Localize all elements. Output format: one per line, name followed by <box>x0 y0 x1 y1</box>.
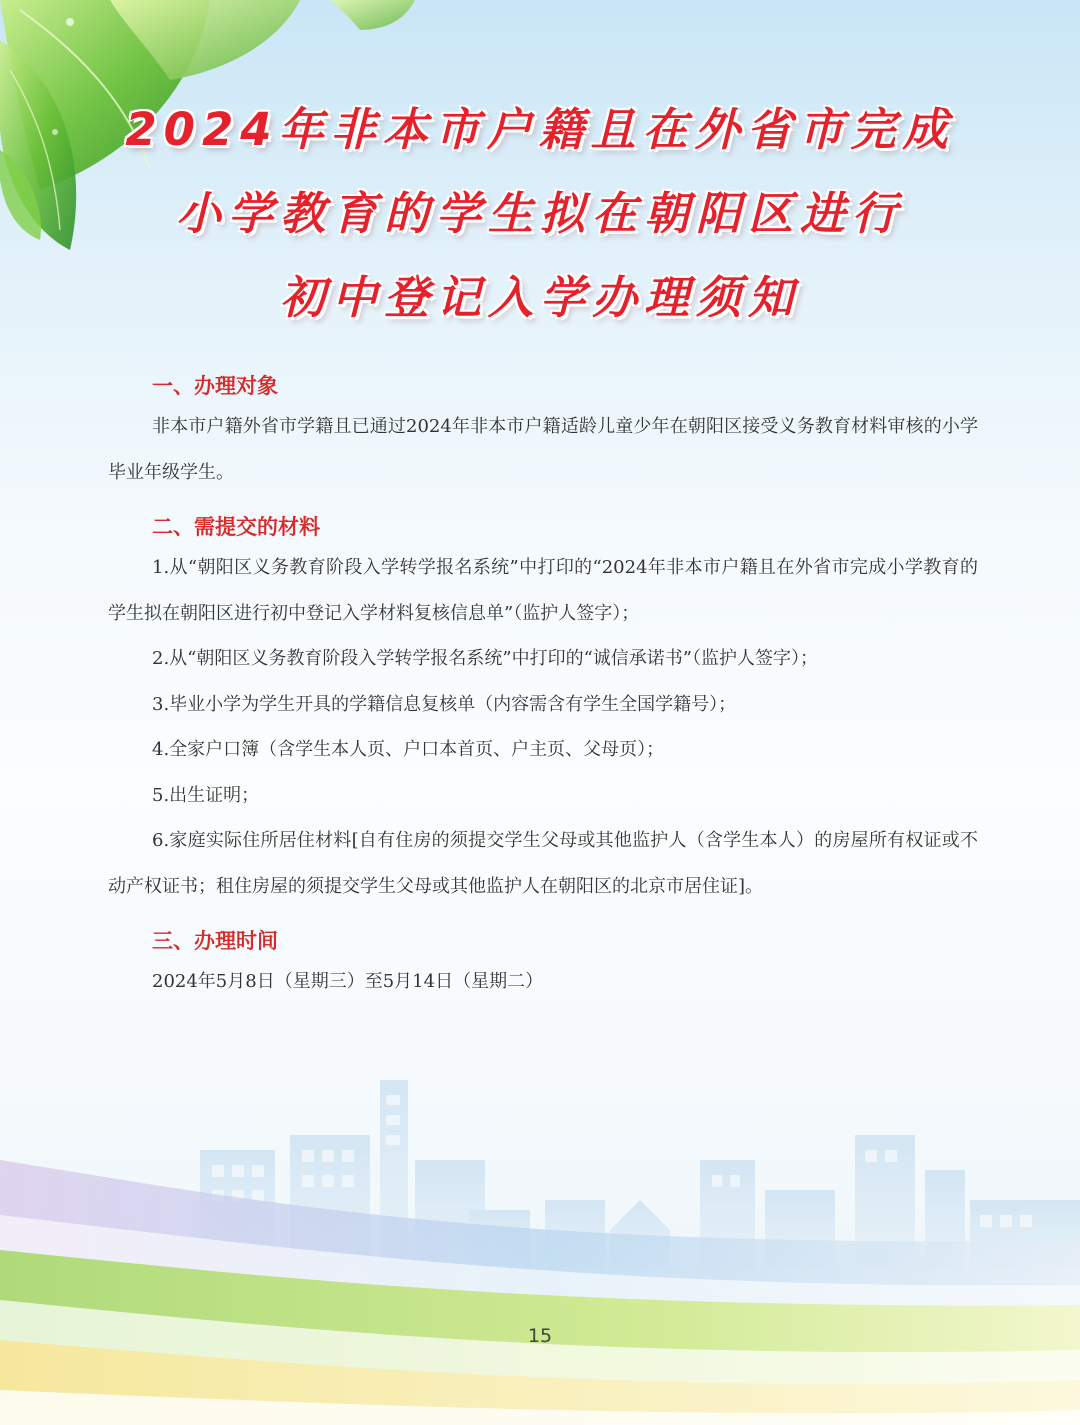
time-range: 2024年5月8日（星期三）至5月14日（星期二） <box>152 971 544 992</box>
notice-body <box>108 368 978 1005</box>
wave-decoration <box>0 1160 1080 1425</box>
paragraph: 非本市户籍外省市学籍且已通过2024年非本市户籍适龄儿童少年在朝阳区接受义务教育材料审核的小学毕业年级学生。 <box>108 416 978 483</box>
title-line-2: 小学教育的学生拟在朝阳区进行 <box>175 187 904 240</box>
section-materials <box>108 509 978 909</box>
section-heading-time: 三、办理时间 <box>152 929 278 953</box>
material-item-5: 5.出生证明； <box>152 784 260 806</box>
material-item-3: 3.毕业小学为学生开具的学籍信息复核单（内容需含有学生全国学籍号）； <box>152 693 737 715</box>
material-item-1: 1.从“朝阳区义务教育阶段入学转学报名系统”中打印的“2024年非本市户籍且在外省市完成小学教育的学生拟在朝阳区进行初中登记入学材料复核信息单”（监护人签字）； <box>108 557 978 624</box>
page-title <box>0 88 1080 340</box>
section-time <box>108 923 978 1005</box>
title-line-3: 初中登记入学办理须知 <box>279 271 800 324</box>
section-heading-target: 一、办理对象 <box>152 374 278 398</box>
material-item-2: 2.从“朝阳区义务教育阶段入学转学报名系统”中打印的“诚信承诺书”（监护人签字）； <box>152 648 818 669</box>
section-heading-materials: 二、需提交的材料 <box>152 515 320 539</box>
material-item-4: 4.全家户口簿（含学生本人页、户口本首页、户主页、父母页）； <box>152 739 665 760</box>
title-line-1: 2024年非本市户籍且在外省市完成 <box>125 103 955 156</box>
page-number: 15 <box>527 1325 553 1347</box>
material-item-6: 6.家庭实际住所居住材料[自有住房的须提交学生父母或其他监护人（含学生本人）的房屋所有权证或不动产权证书；租住房屋的须提交学生父母或其他监护人在朝阳区的北京市居住证]。 <box>108 830 978 897</box>
section-target <box>108 368 978 495</box>
